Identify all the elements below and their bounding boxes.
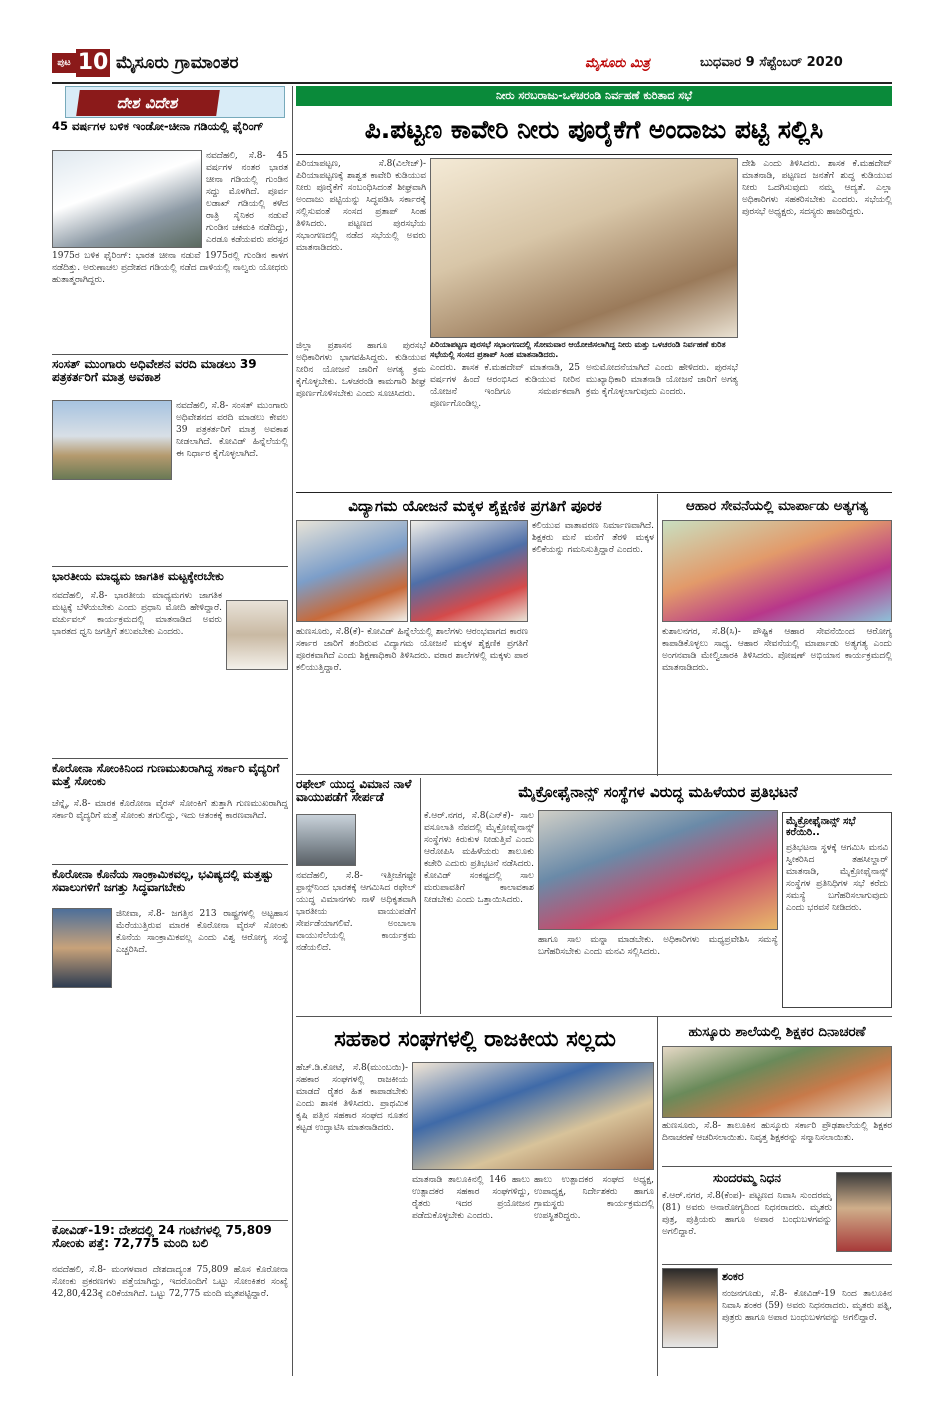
desha-a4-headline: ಕೊರೋನಾ ಸೋಂಕಿನಿಂದ ಗುಣಮುಖರಾಗಿದ್ದ ಸರ್ಕಾರಿ ವೈದ್ಯರಿಗೆ ಮತ್ತೆ ಸೋಂಕು (52, 762, 280, 788)
sahakara-headline: ಸಹಕಾರ ಸಂಘಗಳಲ್ಲಿ ರಾಜಕೀಯ ಸಲ್ಲದು (334, 1027, 616, 1052)
obit1-photo (836, 1172, 892, 1252)
lead-headline: ಪಿ.ಪಟ್ಟಣ ಕಾವೇರಿ ನೀರು ಪೂರೈಕೆಗೆ ಅಂದಾಜು ಪಟ್ಟಿ ಸಲ್ಲಿಸಿ (364, 115, 824, 144)
vidyagama-photo-1 (296, 520, 408, 622)
border-soldier-photo (52, 150, 202, 248)
husuru-body: ಹುಣಸೂರು, ಸೆ.8- ತಾಲೂಕಿನ ಹುಸ್ಕೂರು ಸರ್ಕಾರಿ ಪ್ರೌಢಶಾಲೆಯಲ್ಲಿ ಶಿಕ್ಷಕರ ದಿನಾಚರಣೆ ಆಚರಿಸಲಾಯಿತು. ನಿವೃತ್ತ ಶಿಕ್ಷಕರನ್ನು ಸನ್ಮಾನಿಸಲಾಯಿತು. (662, 1121, 892, 1143)
vidyagama-body-2: ಕಲಿಯುವ ವಾತಾವರಣ ನಿರ್ಮಾಣವಾಗಿದೆ. ಶಿಕ್ಷಕರು ಮನೆ ಮನೆಗೆ ತೆರಳಿ ಮಕ್ಕಳ ಕಲಿಕೆಯನ್ನು ಗಮನಿಸುತ್ತಿದ್ದಾರೆ ಎಂದರು. (532, 521, 654, 555)
desha-a2-headline: ಸಂಸತ್ ಮುಂಗಾರು ಅಧಿವೇಶನ ವರದಿ ಮಾಡಲು 39 ಪತ್ರಕರ್ತರಿಗೆ ಮಾತ್ರ ಅವಕಾಶ (52, 358, 257, 385)
desha-a6-headline: ಕೋವಿಡ್-19: ದೇಶದಲ್ಲಿ 24 ಗಂಟೆಗಳಲ್ಲಿ 75,809 ಸೋಂಕು ಪತ್ತೆ: 72,775 ಮಂದಿ ಬಲಿ (52, 1224, 272, 1251)
rafale-photo (296, 814, 356, 866)
parliament-photo (52, 400, 172, 480)
who-chief-photo (52, 908, 112, 988)
husuru-headline: ಹುಸ್ಕೂರು ಶಾಲೆಯಲ್ಲಿ ಶಿಕ್ಷಕರ ದಿನಾಚರಣೆ (688, 1024, 866, 1040)
desha-a4-body: ಚೆನ್ನೈ, ಸೆ.8- ಮಾರಕ ಕೊರೋನಾ ವೈರಸ್ ಸೋಂಕಿಗೆ ತುತ್ತಾಗಿ ಗುಣಮುಖರಾಗಿದ್ದ ಸರ್ಕಾರಿ ವೈದ್ಯರಿಗೆ ಮತ್ತೆ ಸೋಂಕು ತಗುಲಿದ್ದು, ಇದು ಆತಂಕಕ್ಕೆ ಕಾರಣವಾಗಿದೆ. (52, 799, 288, 821)
lead-band: ನೀರು ಸರಬರಾಜು-ಒಳಚರಂಡಿ ನಿರ್ವಹಣೆ ಕುರಿತಾದ ಸಭೆ (296, 86, 892, 106)
ahara-photo (662, 520, 892, 622)
desha-a6-body: ನವದೆಹಲಿ, ಸೆ.8- ಮಂಗಳವಾರ ದೇಶದಾದ್ಯಂತ 75,809 ಹೊಸ ಕೊರೋನಾ ಸೋಂಕು ಪ್ರಕರಣಗಳು ಪತ್ತೆಯಾಗಿದ್ದು, ಇದರೊಂದಿಗೆ ಒಟ್ಟು ಸೋಂಕಿತರ ಸಂಖ್ಯೆ 42,80,423ಕ್ಕೆ ಏರಿಕೆಯಾಗಿದೆ. ಒಟ್ಟು 72,775 ಮಂದಿ ಮೃತಪಟ್ಟಿದ್ದಾರೆ. (52, 1265, 288, 1299)
desha-a2-body: ನವದೆಹಲಿ, ಸೆ.8- ಸಂಸತ್ ಮುಂಗಾರು ಅಧಿವೇಶನದ ವರದಿ ಮಾಡಲು ಕೇವಲ 39 ಪತ್ರಕರ್ತರಿಗೆ ಮಾತ್ರ ಅವಕಾಶ ನೀಡಲಾಗಿದೆ. ಕೋವಿಡ್ ಹಿನ್ನೆಲೆಯಲ್ಲಿ ಈ ನಿರ್ಧಾರ ಕೈಗೊಳ್ಳಲಾಗಿದೆ. (176, 401, 288, 459)
vidyagama-body: ಹುಣಸೂರು, ಸೆ.8(ಕೆ)- ಕೋವಿಡ್ ಹಿನ್ನೆಲೆಯಲ್ಲಿ ಶಾಲೆಗಳು ಆರಂಭವಾಗದ ಕಾರಣ ಸರ್ಕಾರ ಜಾರಿಗೆ ತಂದಿರುವ ವಿದ್ಯಾಗಮ ಯೋಜನೆ ಮಕ್ಕಳ ಶೈಕ್ಷಣಿಕ ಪ್ರಗತಿಗೆ ಪೂರಕವಾಗಿದೆ ಎಂದು ಶಿಕ್ಷಣಾಧಿಕಾರಿ ತಿಳಿಸಿದರು. ವಠಾರ ಶಾಲೆಗಳಲ್ಲಿ ಮಕ್ಕಳು ಪಾಠ ಕಲಿಯುತ್ತಿದ್ದಾರೆ. (296, 627, 528, 673)
lead-lower-col2: ಅನುಮೋದನೆಯಾಗಿದೆ ಎಂದು ಹೇಳಿದರು. ಪುರಸಭೆ ಮುಖ್ಯಾಧಿಕಾರಿ ಮಾತನಾಡಿ ಯೋಜನೆ ಜಾರಿಗೆ ಅಗತ್ಯ ಕ್ರಮ ಕೈಗೊಳ್ಳಲಾಗುವುದು ಎಂದರು. (586, 363, 738, 397)
section-title: ಮೈಸೂರು ಗ್ರಾಮಾಂತರ (116, 53, 239, 73)
desha-a3-headline: ಭಾರತೀಯ ಮಾಧ್ಯಮ ಜಾಗತಿಕ ಮಟ್ಟಕ್ಕೇರಬೇಕು (52, 570, 224, 583)
meeting-photo (430, 158, 738, 338)
microfinance-box-body: ಪ್ರತಿಭಟನಾ ಸ್ಥಳಕ್ಕೆ ಆಗಮಿಸಿ ಮನವಿ ಸ್ವೀಕರಿಸಿದ ತಹಸೀಲ್ದಾರ್ ಮಾತನಾಡಿ, ಮೈಕ್ರೋಫೈನಾನ್ಸ್ ಸಂಸ್ಥೆಗಳ ಪ್ರತಿನಿಧಿಗಳ ಸಭೆ ಕರೆದು ಸಮಸ್ಯೆ ಬಗೆಹರಿಸಲಾಗುವುದು ಎಂದು ಭರವಸೆ ನೀಡಿದರು. (786, 843, 888, 913)
page-number: 10 (77, 50, 109, 75)
sahakara-photo (412, 1062, 654, 1170)
microfinance-box (782, 812, 892, 1008)
desha-a1-headline: 45 ವರ್ಷಗಳ ಬಳಿಕ ಇಂಡೋ-ಚೀನಾ ಗಡಿಯಲ್ಲಿ ಫೈರಿಂಗ್ (52, 120, 264, 133)
lead-photo-caption: ಪಿರಿಯಾಪಟ್ಟಣ ಪುರಸಭೆ ಸಭಾಂಗಣದಲ್ಲಿ ಸೋಮವಾರ ಆಯೋಜಿಸಲಾಗಿದ್ದ ನೀರು ಮತ್ತು ಒಳಚರಂಡಿ ನಿರ್ವಹಣೆ ಕುರಿತ ಸಭೆಯಲ್ಲಿ ಸಂಸದ ಪ್ರತಾಪ್ ಸಿಂಹ ಮಾತನಾಡಿದರು. (430, 340, 726, 359)
page-label: ಪುಟ (52, 53, 76, 73)
desha-a5-body: ಜಿನೀವಾ, ಸೆ.8- ಜಗತ್ತಿನ 213 ರಾಷ್ಟ್ರಗಳಲ್ಲಿ ಅಟ್ಟಹಾಸ ಮೆರೆಯುತ್ತಿರುವ ಮಾರಕ ಕೊರೋನಾ ವೈರಸ್ ಸೋಂಕು ಕೊನೆಯ ಸಾಂಕ್ರಾಮಿಕವಲ್ಲ ಎಂದು ವಿಶ್ವ ಆರೋಗ್ಯ ಸಂಸ್ಥೆ ಎಚ್ಚರಿಸಿದೆ. (116, 909, 288, 955)
sahakara-body-2: ಮಾತನಾಡಿ ತಾಲೂಕಿನಲ್ಲಿ 146 ಹಾಲು ಉತ್ಪಾದಕರ ಸಹಕಾರ ಸಂಘಗಳಿದ್ದು, ರೈತರು ಇದರ ಪ್ರಯೋಜನ ಪಡೆದುಕೊಳ್ಳಬೇಕು ಎಂದರು. (412, 1175, 530, 1221)
vidyagama-headline: ವಿದ್ಯಾಗಮ ಯೋಜನೆ ಮಕ್ಕಳ ಶೈಕ್ಷಣಿಕ ಪ್ರಗತಿಗೆ ಪೂರಕ (348, 497, 602, 515)
modi-photo (226, 600, 288, 670)
issue-date: ಬುಧವಾರ 9 ಸೆಪ್ಟೆಂಬರ್ 2020 (700, 55, 843, 70)
rafale-body: ನವದೆಹಲಿ, ಸೆ.8- ಇತ್ತೀಚೆಗಷ್ಟೇ ಫ್ರಾನ್ಸ್‌ನಿಂದ ಭಾರತಕ್ಕೆ ಆಗಮಿಸಿದ ರಫೇಲ್ ಯುದ್ಧ ವಿಮಾನಗಳು ನಾಳೆ ಅಧಿಕೃತವಾಗಿ ಭಾರತೀಯ ವಾಯುಪಡೆಗೆ ಸೇರ್ಪಡೆಯಾಗಲಿವೆ. ಅಂಬಾಲಾ ವಾಯುನೆಲೆಯಲ್ಲಿ ಕಾರ್ಯಕ್ರಮ ನಡೆಯಲಿದೆ. (296, 871, 416, 953)
vidyagama-photo-2 (410, 520, 528, 622)
husuru-photo (662, 1046, 892, 1118)
obit1-headline: ಸುಂದರಮ್ಮ ನಿಧನ (713, 1171, 781, 1185)
desha-a5-headline: ಕೊರೋನಾ ಕೊನೆಯ ಸಾಂಕ್ರಾಮಿಕವಲ್ಲ, ಭವಿಷ್ಯದಲ್ಲಿ ಮತ್ತಷ್ಟು ಸವಾಲುಗಳಿಗೆ ಜಗತ್ತು ಸಿದ್ಧವಾಗಬೇಕು (52, 868, 274, 894)
microfinance-body: ಕೆ.ಆರ್.ನಗರ, ಸೆ.8(ಎನ್‌ಕೆ)- ಸಾಲ ವಸೂಲಾತಿ ನೆಪದಲ್ಲಿ ಮೈಕ್ರೋಫೈನಾನ್ಸ್ ಸಂಸ್ಥೆಗಳು ಕಿರುಕುಳ ನೀಡುತ್ತಿವೆ ಎಂದು ಆರೋಪಿಸಿ ಮಹಿಳೆಯರು ತಾಲೂಕು ಕಚೇರಿ ಎದುರು ಪ್ರತಿಭಟನೆ ನಡೆಸಿದರು. ಕೋವಿಡ್ ಸಂಕಷ್ಟದಲ್ಲಿ ಸಾಲ ಮರುಪಾವತಿಗೆ ಕಾಲಾವಕಾಶ ನೀಡಬೇಕು ಎಂದು ಒತ್ತಾಯಿಸಿದರು. (424, 811, 534, 905)
obit1-body: ಕೆ.ಆರ್.ನಗರ, ಸೆ.8(ಕೆಂಪ)- ಪಟ್ಟಣದ ನಿವಾಸಿ ಸುಂದರಮ್ಮ (81) ಅವರು ಅನಾರೋಗ್ಯದಿಂದ ನಿಧನರಾದರು. ಮೃತರು ಪುತ್ರ, ಪುತ್ರಿಯರು ಹಾಗೂ ಅಪಾರ ಬಂಧುಬಳಗವನ್ನು ಅಗಲಿದ್ದಾರೆ. (662, 1191, 832, 1237)
desha-a1-sub: 1975ರ ಬಳಿಕ ಫೈರಿಂಗ್: ಭಾರತ ಚೀನಾ ನಡುವೆ 1975ರಲ್ಲಿ ಗುಂಡಿನ ಕಾಳಗ ನಡೆದಿತ್ತು. ಅರುಣಾಚಲ ಪ್ರದೇಶದ ಗಡಿಯಲ್ಲಿ ನಡೆದ ದಾಳಿಯಲ್ಲಿ ನಾಲ್ವರು ಯೋಧರು ಹುತಾತ್ಮರಾಗಿದ್ದರು. (52, 251, 288, 285)
lead-col2: ಜಿಲ್ಲಾ ಪ್ರಶಾಸನ ಹಾಗೂ ಪುರಸಭೆ ಅಧಿಕಾರಿಗಳು ಭಾಗವಹಿಸಿದ್ದರು. ಕುಡಿಯುವ ನೀರಿನ ಯೋಜನೆ ಜಾರಿಗೆ ಅಗತ್ಯ ಕ್ರಮ ಕೈಗೊಳ್ಳಬೇಕು. ಒಳಚರಂಡಿ ಕಾಮಗಾರಿ ಶೀಘ್ರ ಪೂರ್ಣಗೊಳಿಸಬೇಕು ಎಂದು ಸೂಚಿಸಿದರು. (296, 341, 426, 399)
protest-photo (538, 810, 778, 930)
desha-a3-body: ನವದೆಹಲಿ, ಸೆ.8- ಭಾರತೀಯ ಮಾಧ್ಯಮಗಳು ಜಾಗತಿಕ ಮಟ್ಟಕ್ಕೆ ಬೆಳೆಯಬೇಕು ಎಂದು ಪ್ರಧಾನಿ ಮೋದಿ ಹೇಳಿದ್ದಾರೆ. ವರ್ಚುವಲ್ ಕಾರ್ಯಕ್ರಮದಲ್ಲಿ ಮಾತನಾಡಿದ ಅವರು ಭಾರತದ ಧ್ವನಿ ಜಗತ್ತಿಗೆ ತಲುಪಬೇಕು ಎಂದರು. (52, 591, 222, 637)
paper-name: ಮೈಸೂರು ಮಿತ್ರ (585, 56, 650, 71)
lead-col1: ಪಿರಿಯಾಪಟ್ಟಣ, ಸೆ.8(ವಿಲೇಜ್)- ಪಿರಿಯಾಪಟ್ಟಣಕ್ಕೆ ಶಾಶ್ವತ ಕಾವೇರಿ ಕುಡಿಯುವ ನೀರು ಪೂರೈಕೆಗೆ ಸಂಬಂಧಿಸಿದಂತೆ ಶೀಘ್ರವಾಗಿ ಅಂದಾಜು ಪಟ್ಟಿಯನ್ನು ಸಿದ್ಧಪಡಿಸಿ ಸರ್ಕಾರಕ್ಕೆ ಸಲ್ಲಿಸುವಂತೆ ಸಂಸದ ಪ್ರತಾಪ್ ಸಿಂಹ ತಿಳಿಸಿದರು. ಪಟ್ಟಣದ ಪುರಸಭೆಯ ಸಭಾಂಗಣದಲ್ಲಿ ನಡೆದ ಸಭೆಯಲ್ಲಿ ಅವರು ಮಾತನಾಡಿದರು. (296, 159, 426, 253)
microfinance-body-2: ಹಾಗೂ ಸಾಲ ಮನ್ನಾ ಮಾಡಬೇಕು. ಅಧಿಕಾರಿಗಳು ಮಧ್ಯಪ್ರವೇಶಿಸಿ ಸಮಸ್ಯೆ ಬಗೆಹರಿಸಬೇಕು ಎಂದು ಮನವಿ ಸಲ್ಲಿಸಿದರು. (538, 935, 778, 957)
masthead (0, 45, 945, 81)
desha-videsha-banner (65, 86, 285, 118)
lead-col3: ದೇಶಿ ಎಂದು ತಿಳಿಸಿದರು. ಶಾಸಕ ಕೆ.ಮಹದೇವ್ ಮಾತನಾಡಿ, ಪಟ್ಟಣದ ಜನತೆಗೆ ಶುದ್ಧ ಕುಡಿಯುವ ನೀರು ಒದಗಿಸುವುದು ನಮ್ಮ ಆದ್ಯತೆ. ಎಲ್ಲಾ ಅಧಿಕಾರಿಗಳು ಸಹಕರಿಸಬೇಕು ಎಂದರು. ಸಭೆಯಲ್ಲಿ ಪುರಸಭೆ ಅಧ್ಯಕ್ಷರು, ಸದಸ್ಯರು ಹಾಜರಿದ್ದರು. (742, 159, 892, 217)
desha-videsha-label: ದೇಶ ವಿದೇಶ (76, 90, 220, 116)
obit2-body: ನಂಜನಗೂಡು, ಸೆ.8- ಕೋವಿಡ್-19 ನಿಂದ ತಾಲೂಕಿನ ನಿವಾಸಿ ಶಂಕರ (59) ಅವರು ನಿಧನರಾದರು. ಮೃತರು ಪತ್ನಿ, ಪುತ್ರರು ಹಾಗೂ ಅಪಾರ ಬಂಧುಬಳಗವನ್ನು ಅಗಲಿದ್ದಾರೆ. (722, 1289, 892, 1323)
sahakara-body-3: ಹಾಲು ಉತ್ಪಾದಕರ ಸಂಘದ ಅಧ್ಯಕ್ಷ, ಉಪಾಧ್ಯಕ್ಷ, ನಿರ್ದೇಶಕರು ಹಾಗೂ ಗ್ರಾಮಸ್ಥರು ಕಾರ್ಯಕ್ರಮದಲ್ಲಿ ಉಪಸ್ಥಿತರಿದ್ದರು. (534, 1175, 654, 1221)
ahara-headline: ಆಹಾರ ಸೇವನೆಯಲ್ಲಿ ಮಾರ್ಪಾಡು ಅತ್ಯಗತ್ಯ (686, 498, 868, 514)
rafale-headline: ರಫೇಲ್ ಯುದ್ಧ ವಿಮಾನ ನಾಳೆ ವಾಯುಪಡೆಗೆ ಸೇರ್ಪಡೆ (296, 778, 412, 805)
sahakara-body: ಹೆಚ್.ಡಿ.ಕೋಟೆ, ಸೆ.8(ಮುಂಬಯಿ)- ಸಹಕಾರ ಸಂಘಗಳಲ್ಲಿ ರಾಜಕೀಯ ಮಾಡದೆ ರೈತರ ಹಿತ ಕಾಪಾಡಬೇಕು ಎಂದು ಶಾಸಕ ತಿಳಿಸಿದರು. ಪ್ರಾಥಮಿಕ ಕೃಷಿ ಪತ್ತಿನ ಸಹಕಾರ ಸಂಘದ ನೂತನ ಕಟ್ಟಡ ಉದ್ಘಾಟಿಸಿ ಮಾತನಾಡಿದರು. (296, 1063, 408, 1133)
microfinance-box-title: ಮೈಕ್ರೋಫೈನಾನ್ಸ್ ಸಭೆ ಕರೆಯಿರಿ.. (786, 816, 856, 838)
microfinance-headline: ಮೈಕ್ರೋಫೈನಾನ್ಸ್ ಸಂಸ್ಥೆಗಳ ವಿರುದ್ಧ ಮಹಿಳೆಯರ ಪ್ರತಿಭಟನೆ (518, 783, 798, 801)
desha-a1-body: ನವದೆಹಲಿ, ಸೆ.8- 45 ವರ್ಷಗಳ ನಂತರ ಭಾರತ ಚೀನಾ ಗಡಿಯಲ್ಲಿ ಗುಂಡಿನ ಸದ್ದು ಮೊಳಗಿದೆ. ಪೂರ್ವ ಲಡಾಖ್ ಗಡಿಯಲ್ಲಿ ಕಳೆದ ರಾತ್ರಿ ಸೈನಿಕರ ನಡುವೆ ಗುಂಡಿನ ಚಕಮಕಿ ನಡೆದಿದ್ದು, ಎರಡೂ ಕಡೆಯವರು ಪರಸ್ಪರ (206, 151, 288, 245)
obit2-photo (662, 1268, 718, 1348)
obit2-headline: ಶಂಕರ (722, 1270, 744, 1283)
ahara-body: ಕುಶಾಲನಗರ, ಸೆ.8(ಸಿ)- ಪೌಷ್ಟಿಕ ಆಹಾರ ಸೇವನೆಯಿಂದ ಆರೋಗ್ಯ ಕಾಪಾಡಿಕೊಳ್ಳಲು ಸಾಧ್ಯ. ಆಹಾರ ಸೇವನೆಯಲ್ಲಿ ಮಾರ್ಪಾಡು ಅತ್ಯಗತ್ಯ ಎಂದು ಅಂಗನವಾಡಿ ಮೇಲ್ವಿಚಾರಕಿ ತಿಳಿಸಿದರು. ಪೋಷಣ್ ಅಭಿಯಾನ ಕಾರ್ಯಕ್ರಮದಲ್ಲಿ ಮಾತನಾಡಿದರು. (662, 627, 892, 673)
lead-lower-col1: ಎಂದರು. ಶಾಸಕ ಕೆ.ಮಹದೇವ್ ಮಾತನಾಡಿ, 25 ವರ್ಷಗಳ ಹಿಂದೆ ಆರಂಭಿಸಿದ ಕುಡಿಯುವ ನೀರಿನ ಯೋಜನೆ ಇಂದಿಗೂ ಸಮರ್ಪಕವಾಗಿ ಪೂರ್ಣಗೊಂಡಿಲ್ಲ. (430, 363, 580, 409)
